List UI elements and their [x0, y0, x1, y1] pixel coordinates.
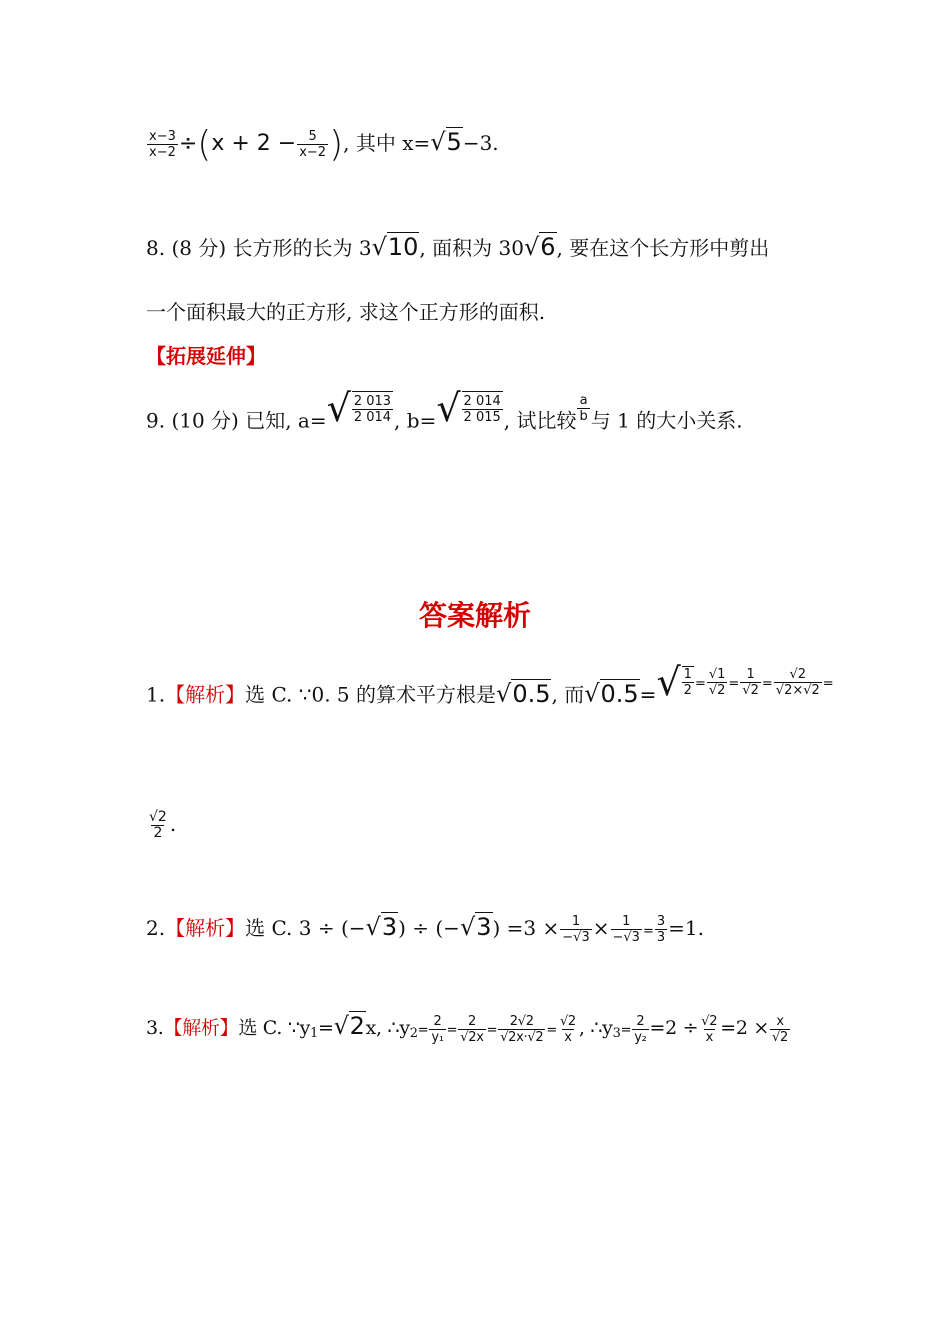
fraction: $\frac{x}{√2}$ — [772, 1013, 788, 1045]
q8-line-1: 8. (8 分) 长方形的长为 3√10, 面积为 30√6, 要在这个长方形中剪出 — [146, 233, 770, 261]
sqrt: √ — [326, 386, 351, 430]
answer-1-line: 1.【解析】选 C. ∵0. 5 的算术平方根是√0.5, 而√0.5=√ $\frac{1}{2}$ = $\frac{√1}{√2}$ = $\frac{1}{√2}$ = $\frac{√2}{√2\times√2}$ = — [146, 660, 834, 708]
paren-close: ) — [329, 124, 344, 165]
sqrt: √3 — [459, 913, 492, 941]
sqrt: √5 — [430, 128, 462, 156]
q7-line: $\frac{x-3}{x-2}$ ÷(x + 2 − $\frac{5}{x-2}$ ), 其中 x=√5−3. — [149, 124, 499, 165]
fraction: $\frac{x-3}{x-2}$ — [149, 129, 176, 160]
sqrt: √10 — [371, 233, 419, 261]
fraction: $\frac{1}{√2}$ — [742, 666, 759, 698]
fraction: $\frac{2}{√2x}$ — [460, 1013, 484, 1045]
fraction: $\frac{√2}{x}$ — [701, 1013, 718, 1045]
sqrt: √ — [436, 386, 461, 430]
fraction: $\frac{√1}{√2}$ — [708, 666, 726, 698]
answer-3-line: 3.【解析】选 C. $\because y_1=√2x$, $\therefore y_2=$ $\frac{2}{\text{y₁}}$ = $\frac{2}{√2x}$ = $\frac{2√2}{√2x\cdot√2}$ = $\frac{√2}{x}$ , $\therefore y_3=$ $\frac{2}{\text{y₂}}$ =2 ÷ $\frac{√2}{x}$ =2 × $\frac{x}{√2}$ — [146, 1012, 788, 1045]
sqrt: √ — [656, 660, 681, 704]
fraction: $\frac{√2}{x}$ — [559, 1013, 576, 1045]
fraction: $\frac{2 014}{2 015}$ — [462, 391, 503, 425]
sqrt: √3 — [365, 913, 398, 941]
fraction: $\frac{3}{3}$ — [656, 914, 666, 945]
fraction: $\frac{√2}{√2\times√2}$ — [775, 666, 820, 698]
fraction: $\frac{a}{b}$ — [579, 392, 588, 424]
answer-1-continuation: $\frac{√2}{2}$ . — [149, 809, 177, 841]
fraction: $\frac{2 013}{2 014}$ — [352, 391, 393, 425]
fraction: $\frac{1}{-√3}$ — [562, 914, 590, 945]
sqrt: √2 — [333, 1012, 365, 1040]
sqrt: √6 — [523, 233, 556, 261]
fraction: $\frac{√2}{2}$ — [149, 809, 167, 841]
fraction: $\frac{1}{-√3}$ — [612, 914, 640, 945]
fraction: $\frac{2}{\text{y₁}}$ — [431, 1013, 444, 1045]
fraction: $\frac{2}{\text{y₂}}$ — [634, 1013, 647, 1045]
sqrt: √0.5 — [496, 679, 551, 708]
answer-section-title: 答案解析 — [418, 599, 531, 632]
fraction: $\frac{1}{2}$ — [683, 667, 692, 698]
paren-open: ( — [197, 124, 212, 165]
answer-2-line: 2.【解析】选 C. 3 ÷ (−√3) ÷ (−√3) =3 × $\frac{1}{-√3}$ × $\frac{1}{-√3}$ = $\frac{3}{3}$ =1. — [146, 913, 704, 945]
q9-line: 9. (10 分) 已知, a=√ $\frac{2 013}{2 014}$ , b=√ $\frac{2 014}{2 015}$ , 试比较 $\frac{a}{b}$ 与 1 的大小关系. — [146, 386, 743, 433]
q8-line-2: 一个面积最大的正方形, 求这个正方形的面积. — [146, 300, 546, 324]
sqrt: √0.5 — [584, 679, 639, 708]
section-heading-extension: 【拓展延伸】 — [146, 344, 266, 368]
fraction: $\frac{5}{x-2}$ — [299, 129, 327, 160]
fraction: $\frac{2√2}{√2x\cdot√2}$ — [500, 1013, 544, 1045]
